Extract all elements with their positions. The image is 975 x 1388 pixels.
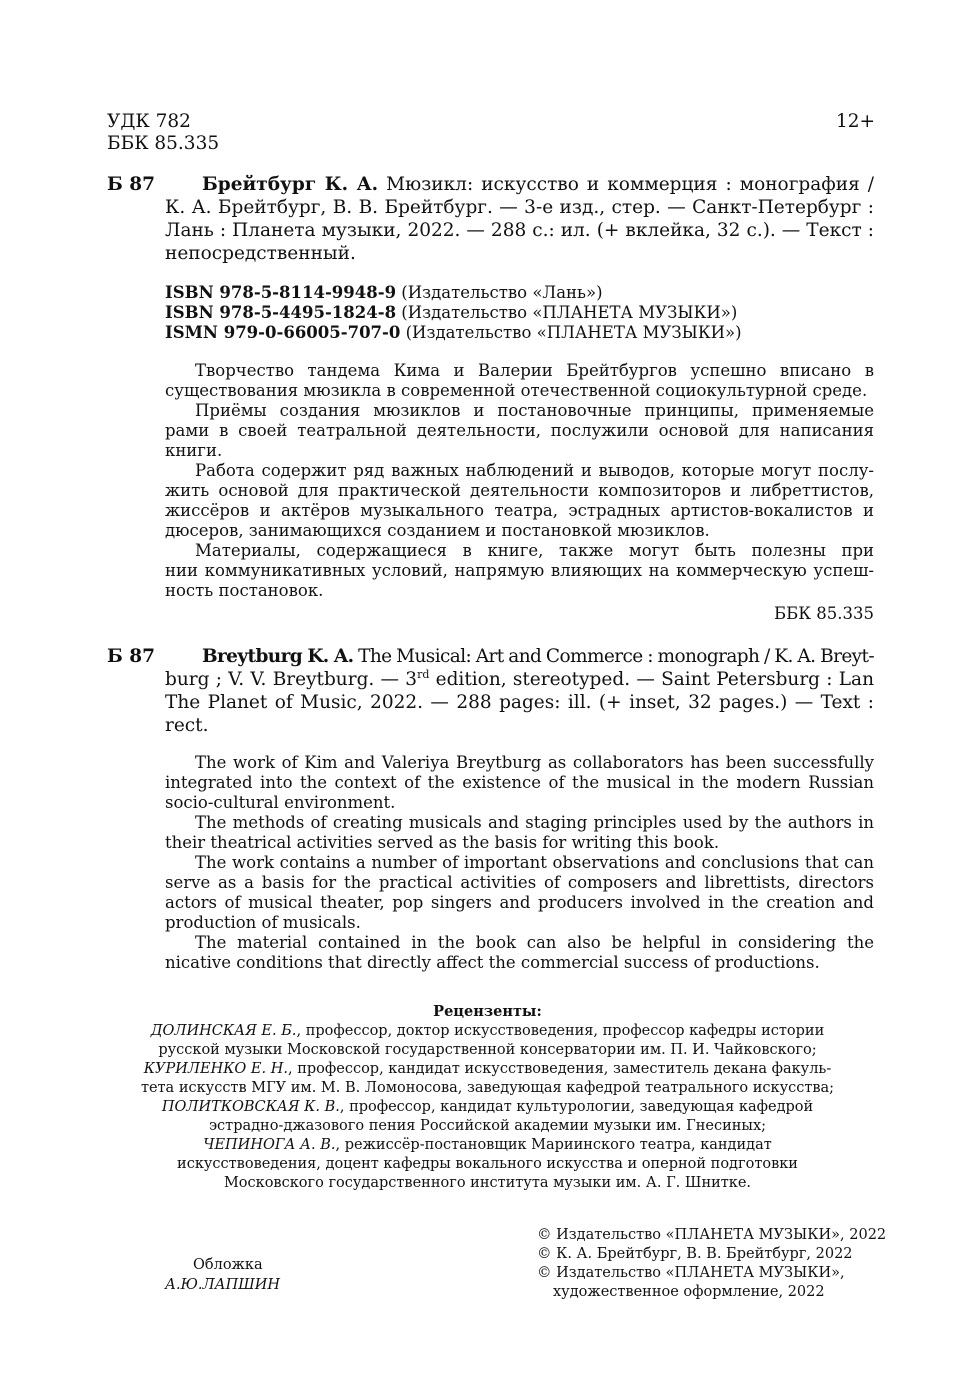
abstract-line: жиссёров и актёров музыкального театра, эстрадных артистов-вокалистов и	[165, 501, 874, 520]
abstract-line: существования мюзикла в современной отечественной социокультурной среде.	[165, 381, 868, 400]
isbn-line: ISBN 978-5-4495-1824-8 (Издательство «ПЛАНЕТА МУЗЫКИ»)	[165, 303, 738, 322]
abstract-line: their theatrical activities served as the basis for writing this book.	[165, 833, 720, 852]
udk-code: УДК 782	[107, 111, 191, 132]
ru-record-line-3: Лань : Планета музыки, 2022. — 288 с.: ил. (+ вклейка, 32 с.). — Текст :	[165, 220, 874, 241]
abstract-line: Работа содержит ряд важных наблюдений и выводов, которые могут послу-	[195, 461, 874, 480]
abstract-line: жить основой для практической деятельности композиторов и либреттистов,	[165, 481, 874, 500]
reviewer-line: ЧЕПИНОГА А. В., режиссёр-постановщик Мариинского театра, кандидат	[203, 1137, 772, 1153]
en-author-mark: Б 87	[107, 646, 155, 667]
abstract-line: nicative conditions that directly affect the commercial success of productions.	[165, 953, 820, 972]
ru-author-mark: Б 87	[107, 174, 155, 195]
reviewer-line: ПОЛИТКОВСКАЯ К. В., профессор, кандидат культурологии, заведующая кафедрой	[161, 1099, 814, 1115]
ismn-line: ISMN 979-0-66005-707-0 (Издательство «ПЛАНЕТА МУЗЫКИ»)	[165, 323, 742, 342]
reviewer-line: эстрадно-джазового пения Российской академии музыки им. Гнесиных;	[208, 1118, 767, 1134]
cover-artist: А.Ю.ЛАПШИН	[165, 1277, 281, 1293]
abstract-line: socio-cultural environment.	[165, 793, 396, 812]
abstract-line: integrated into the context of the existence of the musical in the modern Russian	[165, 773, 874, 792]
abstract-line: The methods of creating musicals and staging principles used by the authors in	[195, 813, 874, 832]
ru-record-line-2: К. А. Брейтбург, В. В. Брейтбург. — 3-е изд., стер. — Санкт-Петербург :	[165, 197, 874, 218]
en-bibliographic-record	[165, 645, 874, 737]
reviewer-line: искусствоведения, доцент кафедры вокального искусства и оперной подготовки	[177, 1156, 798, 1172]
isbn-line: ISBN 978-5-8114-9948-9 (Издательство «Лань»)	[165, 283, 603, 302]
copyright-line: © К. А. Брейтбург, В. В. Брейтбург, 2022	[537, 1246, 853, 1262]
en-abstract	[165, 753, 874, 973]
reviewer-line: Московского государственного института музыки им. А. Г. Шнитке.	[223, 1175, 752, 1191]
en-record-line-3: The Planet of Music, 2022. — 288 pages: ill. (+ inset, 32 pages.) — Text :	[165, 692, 874, 713]
age-rating: 12+	[836, 111, 876, 132]
abstract-line: дюсеров, занимающихся созданием и постановкой мюзиклов.	[165, 521, 710, 540]
abstract-line: рами в своей театральной деятельности, послужили основой для написания	[165, 421, 874, 440]
bbk-code-bottom: ББК 85.335	[774, 604, 874, 623]
ru-bibliographic-record	[165, 173, 874, 265]
abstract-line: The work of Kim and Valeriya Breytburg as collaborators has been successfully	[195, 753, 874, 772]
abstract-line: The material contained in the book can also be helpful in considering the	[195, 933, 874, 952]
copyright-line: © Издательство «ПЛАНЕТА МУЗЫКИ»,	[537, 1265, 845, 1281]
abstract-line: Творчество тандема Кима и Валерии Брейтбургов успешно вписано в	[195, 361, 874, 380]
abstract-line: ность постановок.	[165, 581, 324, 600]
reviewer-line: КУРИЛЕНКО Е. Н., профессор, кандидат искусствоведения, заместитель декана факуль-	[143, 1061, 832, 1077]
ru-record-line-1: Брейтбург К. А. Мюзикл: искусство и коммерция : монография /	[202, 174, 874, 195]
abstract-line: actors of musical theater, pop singers and producers involved in the creation and	[165, 893, 874, 912]
abstract-line: The work contains a number of important observations and conclusions that can	[195, 853, 874, 872]
reviewer-line: русской музыки Московской государственной консерватории им. П. И. Чайковского;	[158, 1042, 817, 1058]
reviewers-block	[100, 1002, 875, 1193]
copyright-line: © Издательство «ПЛАНЕТА МУЗЫКИ», 2022	[537, 1227, 887, 1243]
isbn-list	[165, 283, 742, 343]
copyright-line: художественное оформление, 2022	[553, 1284, 825, 1300]
bbk-code-top: ББК 85.335	[107, 133, 220, 154]
abstract-line: Материалы, содержащиеся в книге, также могут быть полезны при	[195, 541, 874, 560]
en-record-line-4: rect.	[165, 715, 209, 736]
ru-abstract	[165, 361, 874, 601]
abstract-line: нии коммуникативных условий, напрямую влияющих на коммерческую успеш-	[165, 561, 874, 580]
abstract-line: serve as a basis for the practical activities of composers and librettists, directors	[165, 873, 874, 892]
abstract-line: книги.	[165, 441, 223, 460]
cover-label: Обложка	[193, 1257, 263, 1273]
abstract-line: Приёмы создания мюзиклов и постановочные принципы, применяемые	[195, 401, 874, 420]
en-record-line-1: Breytburg K. A. The Musical: Art and Commerce : monograph / K. A. Breyt-	[202, 646, 874, 667]
ru-record-line-4: непосредственный.	[165, 243, 356, 264]
reviewers-title: Рецензенты:	[433, 1003, 542, 1020]
abstract-line: production of musicals.	[165, 913, 361, 932]
en-record-line-2: burg ; V. V. Breytburg. — 3rd edition, stereotyped. — Saint Petersburg : Lan	[165, 668, 874, 690]
copyright-block	[537, 1226, 886, 1302]
reviewer-line: ДОЛИНСКАЯ Е. Б., профессор, доктор искусствоведения, профессор кафедры истории	[150, 1023, 825, 1039]
reviewer-line: тета искусств МГУ им. М. В. Ломоносова, заведующая кафедрой театрального искусства;	[140, 1080, 835, 1096]
